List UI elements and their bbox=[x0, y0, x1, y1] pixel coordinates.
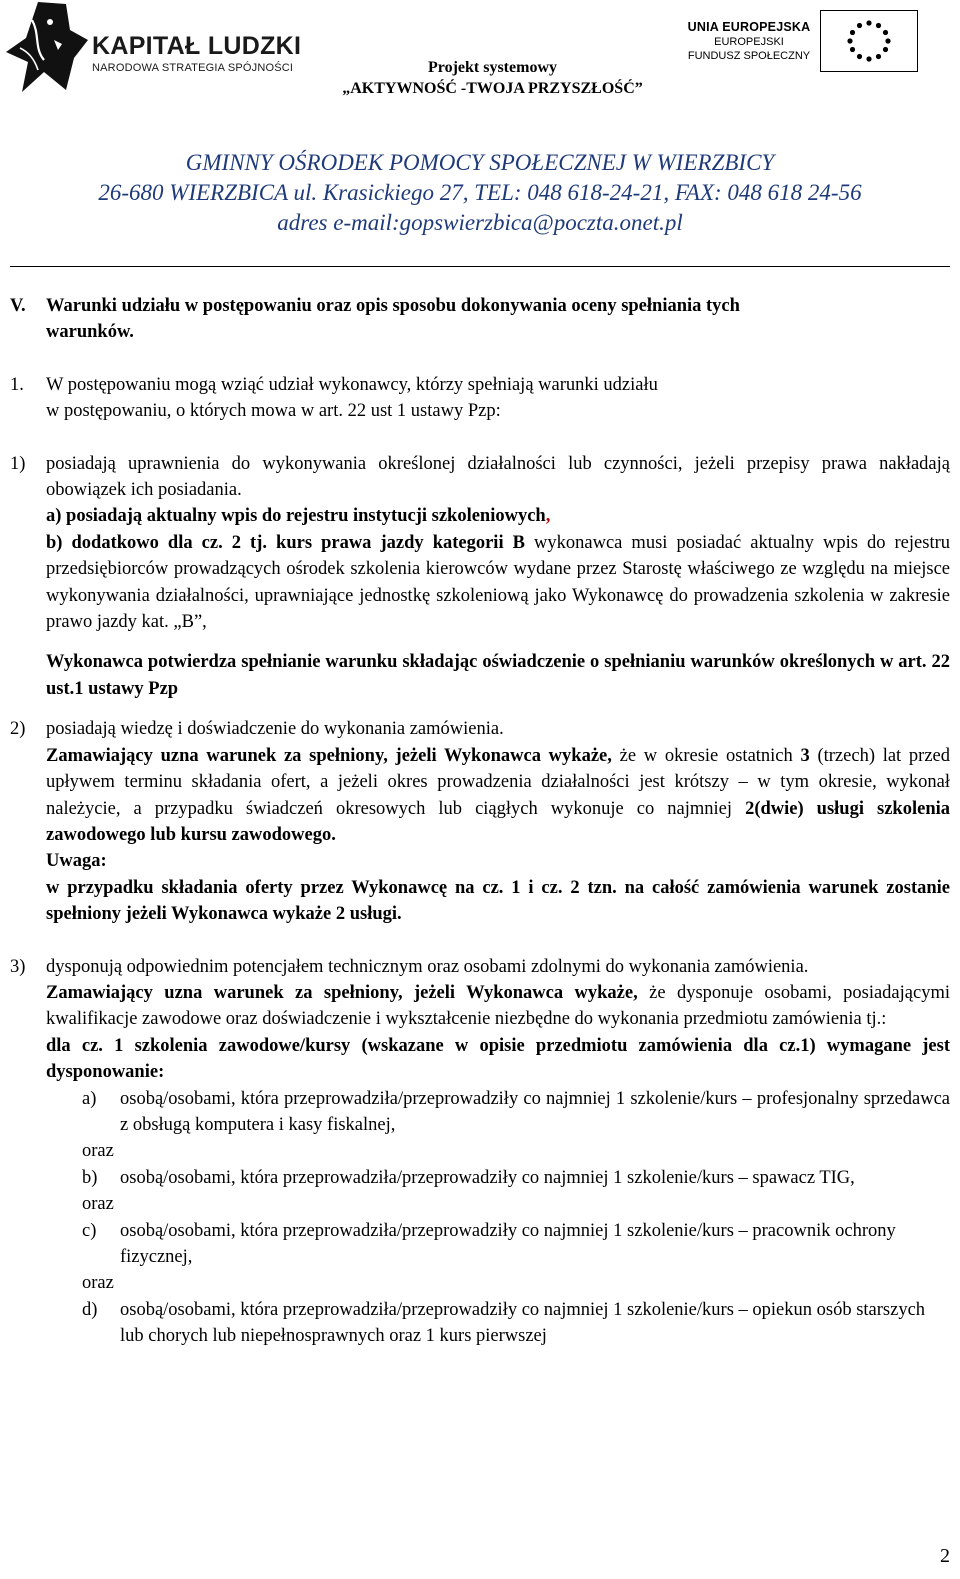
project-line-2: „AKTYWNOŚĆ -TWOJA PRZYSZŁOŚĆ” bbox=[342, 80, 643, 97]
project-title bbox=[0, 57, 960, 99]
eu-line-3: FUNDUSZ SPOŁECZNY bbox=[687, 50, 811, 62]
item-2-condition bbox=[46, 743, 950, 849]
staff-item-a bbox=[10, 1086, 950, 1139]
item-1-confirm: Wykonawca potwierdza spełnianie warunku składając oświadczenie o spełnianiu warunków określonych w art. 22 ust.1 ustawy Pzp bbox=[46, 652, 950, 699]
staff-item-c-text: osobą/osobami, która przeprowadziła/przeprowadziły co najmniej 1 szkolenie/kurs – pracownik ochrony fizycznej, bbox=[120, 1220, 896, 1267]
item-1-main: posiadają uprawnienia do wykonywania określonej działalności lub czynności, jeżeli przepisy prawa nakładają obowiązek ich posiadania. bbox=[46, 453, 950, 501]
item-3-main: dysponują odpowiednim potencjałem technicznym oraz osobami zdolnymi do wykonania zamówienia. bbox=[46, 956, 809, 977]
org-name: GMINNY OŚRODEK POMOCY SPOŁECZNEJ W WIERZBICY bbox=[185, 150, 775, 175]
condition-item-3 bbox=[10, 954, 950, 1086]
eu-flag-icon bbox=[820, 10, 918, 72]
item-2-note-text: w przypadku składania oferty przez Wykonawcę na cz. 1 i cz. 2 tzn. na całość zamówienia warunek zostanie spełniony jeżeli Wykonawca wykaże 2 usługi. bbox=[46, 877, 950, 925]
item-2-note-label: Uwaga: bbox=[46, 851, 107, 872]
paragraph-1-line-2: w postępowaniu, o których mowa w art. 22 ust 1 ustawy Pzp: bbox=[46, 401, 501, 422]
oraz-separator-2: oraz bbox=[82, 1194, 114, 1215]
section-heading bbox=[10, 293, 950, 346]
paragraph-1-number: 1. bbox=[10, 374, 24, 395]
project-line-1: Projekt systemowy bbox=[427, 59, 557, 76]
organization-header bbox=[0, 148, 960, 238]
item-3-condition bbox=[46, 980, 950, 1033]
document-body bbox=[10, 293, 950, 1350]
staff-item-d-number: d) bbox=[82, 1299, 98, 1320]
item-2-condition-b1: 3 bbox=[800, 745, 810, 766]
item-1-number: 1) bbox=[10, 453, 26, 474]
item-3-text bbox=[46, 954, 950, 1086]
section-number: V. bbox=[10, 296, 26, 316]
staff-item-c bbox=[10, 1218, 950, 1271]
org-address: 26-680 WIERZBICA ul. Krasickiego 27, TEL: 048 618-24-21, FAX: 048 618 24-56 bbox=[98, 180, 862, 205]
item-3-part1-heading: dla cz. 1 szkolenia zawodowe/kursy (wskazane w opisie przedmiotu zamówienia dla cz.1) wymagane jest dysponowanie: bbox=[46, 1035, 950, 1083]
logo-title: KAPITAŁ LUDZKI bbox=[92, 32, 302, 60]
section-title-line-2: warunków. bbox=[46, 322, 134, 343]
staff-item-b-text: osobą/osobami, która przeprowadziła/przeprowadziły co najmniej 1 szkolenie/kurs – spawacz TIG, bbox=[120, 1167, 855, 1188]
staff-item-a-text: osobą/osobami, która przeprowadziła/przeprowadziły co najmniej 1 szkolenie/kurs – profesjonalny sprzedawca z obsługą komputera i kasy fiskalnej, bbox=[120, 1088, 950, 1135]
item-2-condition-bold: Zamawiający uzna warunek za spełniony, jeżeli Wykonawca wykaże, bbox=[46, 745, 612, 766]
page-number: 2 bbox=[940, 1545, 950, 1567]
staff-item-b bbox=[10, 1165, 950, 1191]
section-title bbox=[46, 293, 950, 346]
eu-line-2: EUROPEJSKI bbox=[714, 36, 784, 48]
item-1-b-rest: wykonawca musi posiadać aktualny wpis do rejestru przedsiębiorców prowadzących ośrodek szkolenia kierowców wydane przez Starostę właściwego ze względu na miejsce wykonywania działalności, uprawniające jednostkę szkoleniową jako Wykonawcę do prowadzenia szkolenia w zakresie prawo jazdy kat. „B”, bbox=[46, 532, 950, 633]
item-3-condition-rest: że dysponuje osobami, posiadającymi kwalifikacje zawodowe oraz doświadczenie i wykształcenie niezbędne do wykonania przedmiotu zamówienia tj.: bbox=[46, 982, 950, 1030]
staff-item-d-text: osobą/osobami, która przeprowadziła/przeprowadziły co najmniej 1 szkolenie/kurs – opiekun osób starszych lub chorych lub niepełnosprawnych oraz 1 kurs pierwszej bbox=[120, 1299, 926, 1347]
org-email: adres e-mail:gopswierzbica@poczta.onet.pl bbox=[277, 210, 683, 235]
item-1-b bbox=[46, 530, 950, 636]
eu-line-1: UNIA EUROPEJSKA bbox=[687, 20, 811, 34]
item-2-main: posiadają wiedzę i doświadczenie do wykonania zamówienia. bbox=[46, 719, 504, 740]
oraz-separator-3: oraz bbox=[82, 1273, 114, 1294]
item-2-condition-r1: że w okresie ostatnich bbox=[611, 745, 801, 766]
item-1-a bbox=[46, 503, 950, 529]
oraz-separator-1: oraz bbox=[82, 1141, 114, 1162]
eu-label bbox=[684, 20, 814, 62]
staff-item-a-number: a) bbox=[82, 1088, 97, 1109]
condition-item-1 bbox=[10, 451, 950, 703]
staff-item-b-number: b) bbox=[82, 1167, 98, 1188]
item-2-text bbox=[46, 716, 950, 927]
paragraph-1 bbox=[10, 372, 950, 425]
page-header bbox=[0, 0, 960, 100]
staff-item-c-number: c) bbox=[82, 1220, 97, 1241]
item-1-text bbox=[46, 451, 950, 703]
section-title-line-1: Warunki udziału w postępowaniu oraz opis sposobu dokonywania oceny spełniania tych bbox=[46, 296, 740, 316]
paragraph-1-text bbox=[46, 372, 950, 425]
item-2-number: 2) bbox=[10, 719, 26, 740]
item-2-condition-r2: (trzech) lat przed upływem terminu składania ofert, a jeżeli okres prowadzenia działalności jest krótszy – w tym okresie, wykonał należycie, a przypadku świadczeń okresowych lub ciągłych wykonuje co najmniej bbox=[46, 745, 950, 819]
item-2-condition-b2: 2(dwie) usługi szkolenia zawodowego lub kursu zawodowego. bbox=[46, 798, 951, 845]
logo-subtitle: NARODOWA STRATEGIA SPÓJNOŚCI bbox=[92, 62, 294, 74]
item-1-a-comma: , bbox=[545, 506, 551, 527]
header-divider bbox=[10, 266, 950, 267]
item-1-a-text: a) posiadają aktualny wpis do rejestru instytucji szkoleniowych bbox=[46, 506, 546, 527]
item-3-number: 3) bbox=[10, 956, 26, 977]
paragraph-1-line-1: W postępowaniu mogą wziąć udział wykonawcy, którzy spełniają warunki udziału bbox=[46, 374, 658, 395]
item-1-b-bold: b) dodatkowo dla cz. 2 tj. kurs prawa jazdy kategorii B bbox=[46, 532, 525, 553]
staff-item-d bbox=[10, 1297, 950, 1350]
condition-item-2 bbox=[10, 716, 950, 927]
item-3-condition-bold: Zamawiający uzna warunek za spełniony, jeżeli Wykonawca wykaże, bbox=[46, 982, 638, 1003]
